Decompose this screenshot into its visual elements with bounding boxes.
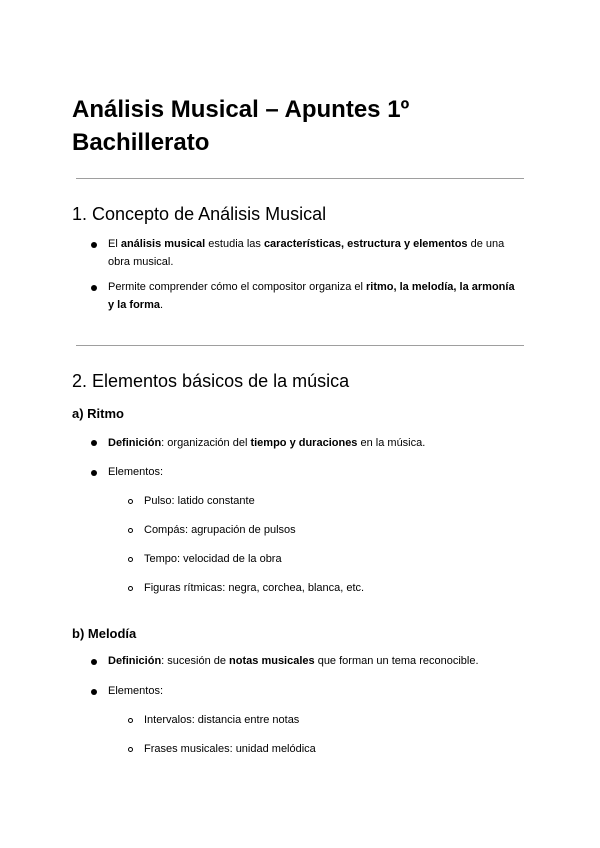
subsection-melodia-heading: b) Melodía: [72, 626, 137, 641]
list-item: [108, 235, 523, 271]
bold-text: tiempo y duraciones: [250, 437, 358, 449]
bullet-icon: [91, 242, 97, 248]
text: Permite comprender cómo el compositor organiza el: [108, 281, 367, 293]
bullet-icon: [91, 689, 97, 695]
list-item: [108, 278, 523, 314]
divider: [76, 178, 524, 179]
bullet-icon: [91, 659, 97, 665]
bullet-icon: [91, 285, 97, 291]
section-1-heading: 1. Concepto de Análisis Musical: [72, 204, 327, 224]
section-2-heading: 2. Elementos básicos de la música: [72, 371, 350, 391]
sub-list-item: Figuras rítmicas: negra, corchea, blanca, etc.: [144, 582, 365, 594]
bold-text: ritmo, la melodía, la armonía y la forma: [108, 281, 515, 311]
text: .: [159, 299, 164, 311]
list-item: [108, 434, 523, 452]
bold-text: Definición: [108, 437, 162, 449]
bullet-icon: [91, 470, 97, 476]
sub-list-item: Compás: agrupación de pulsos: [144, 524, 296, 536]
hollow-bullet-icon: [128, 586, 133, 591]
text: El: [108, 238, 121, 250]
hollow-bullet-icon: [128, 528, 133, 533]
sub-list-item: Intervalos: distancia entre notas: [144, 714, 300, 726]
hollow-bullet-icon: [128, 557, 133, 562]
text: en la música.: [357, 437, 426, 449]
bold-text: análisis musical: [120, 238, 206, 250]
text: estudia las: [205, 238, 264, 250]
hollow-bullet-icon: [128, 718, 133, 723]
text: de una obra musical.: [108, 238, 505, 268]
text: : organización del: [161, 437, 251, 449]
subsection-ritmo-heading: a) Ritmo: [72, 406, 124, 421]
list-item: Elementos:: [108, 685, 164, 697]
list-item: Elementos:: [108, 466, 164, 478]
bullet-icon: [91, 440, 97, 446]
bold-text: Definición: [108, 655, 162, 667]
sub-list-item: Pulso: latido constante: [144, 495, 255, 507]
bold-text: notas musicales: [229, 655, 315, 667]
hollow-bullet-icon: [128, 499, 133, 504]
bold-text: características, estructura y elementos: [263, 238, 468, 250]
hollow-bullet-icon: [128, 747, 133, 752]
sub-list-item: Frases musicales: unidad melódica: [144, 743, 316, 755]
document-title: Análisis Musical – Apuntes 1º Bachillerato: [72, 96, 410, 156]
sub-list-item: Tempo: velocidad de la obra: [144, 553, 282, 565]
text: : sucesión de: [161, 655, 230, 667]
divider: [76, 345, 524, 346]
list-item: [108, 652, 523, 670]
text: que forman un tema reconocible.: [314, 655, 479, 667]
